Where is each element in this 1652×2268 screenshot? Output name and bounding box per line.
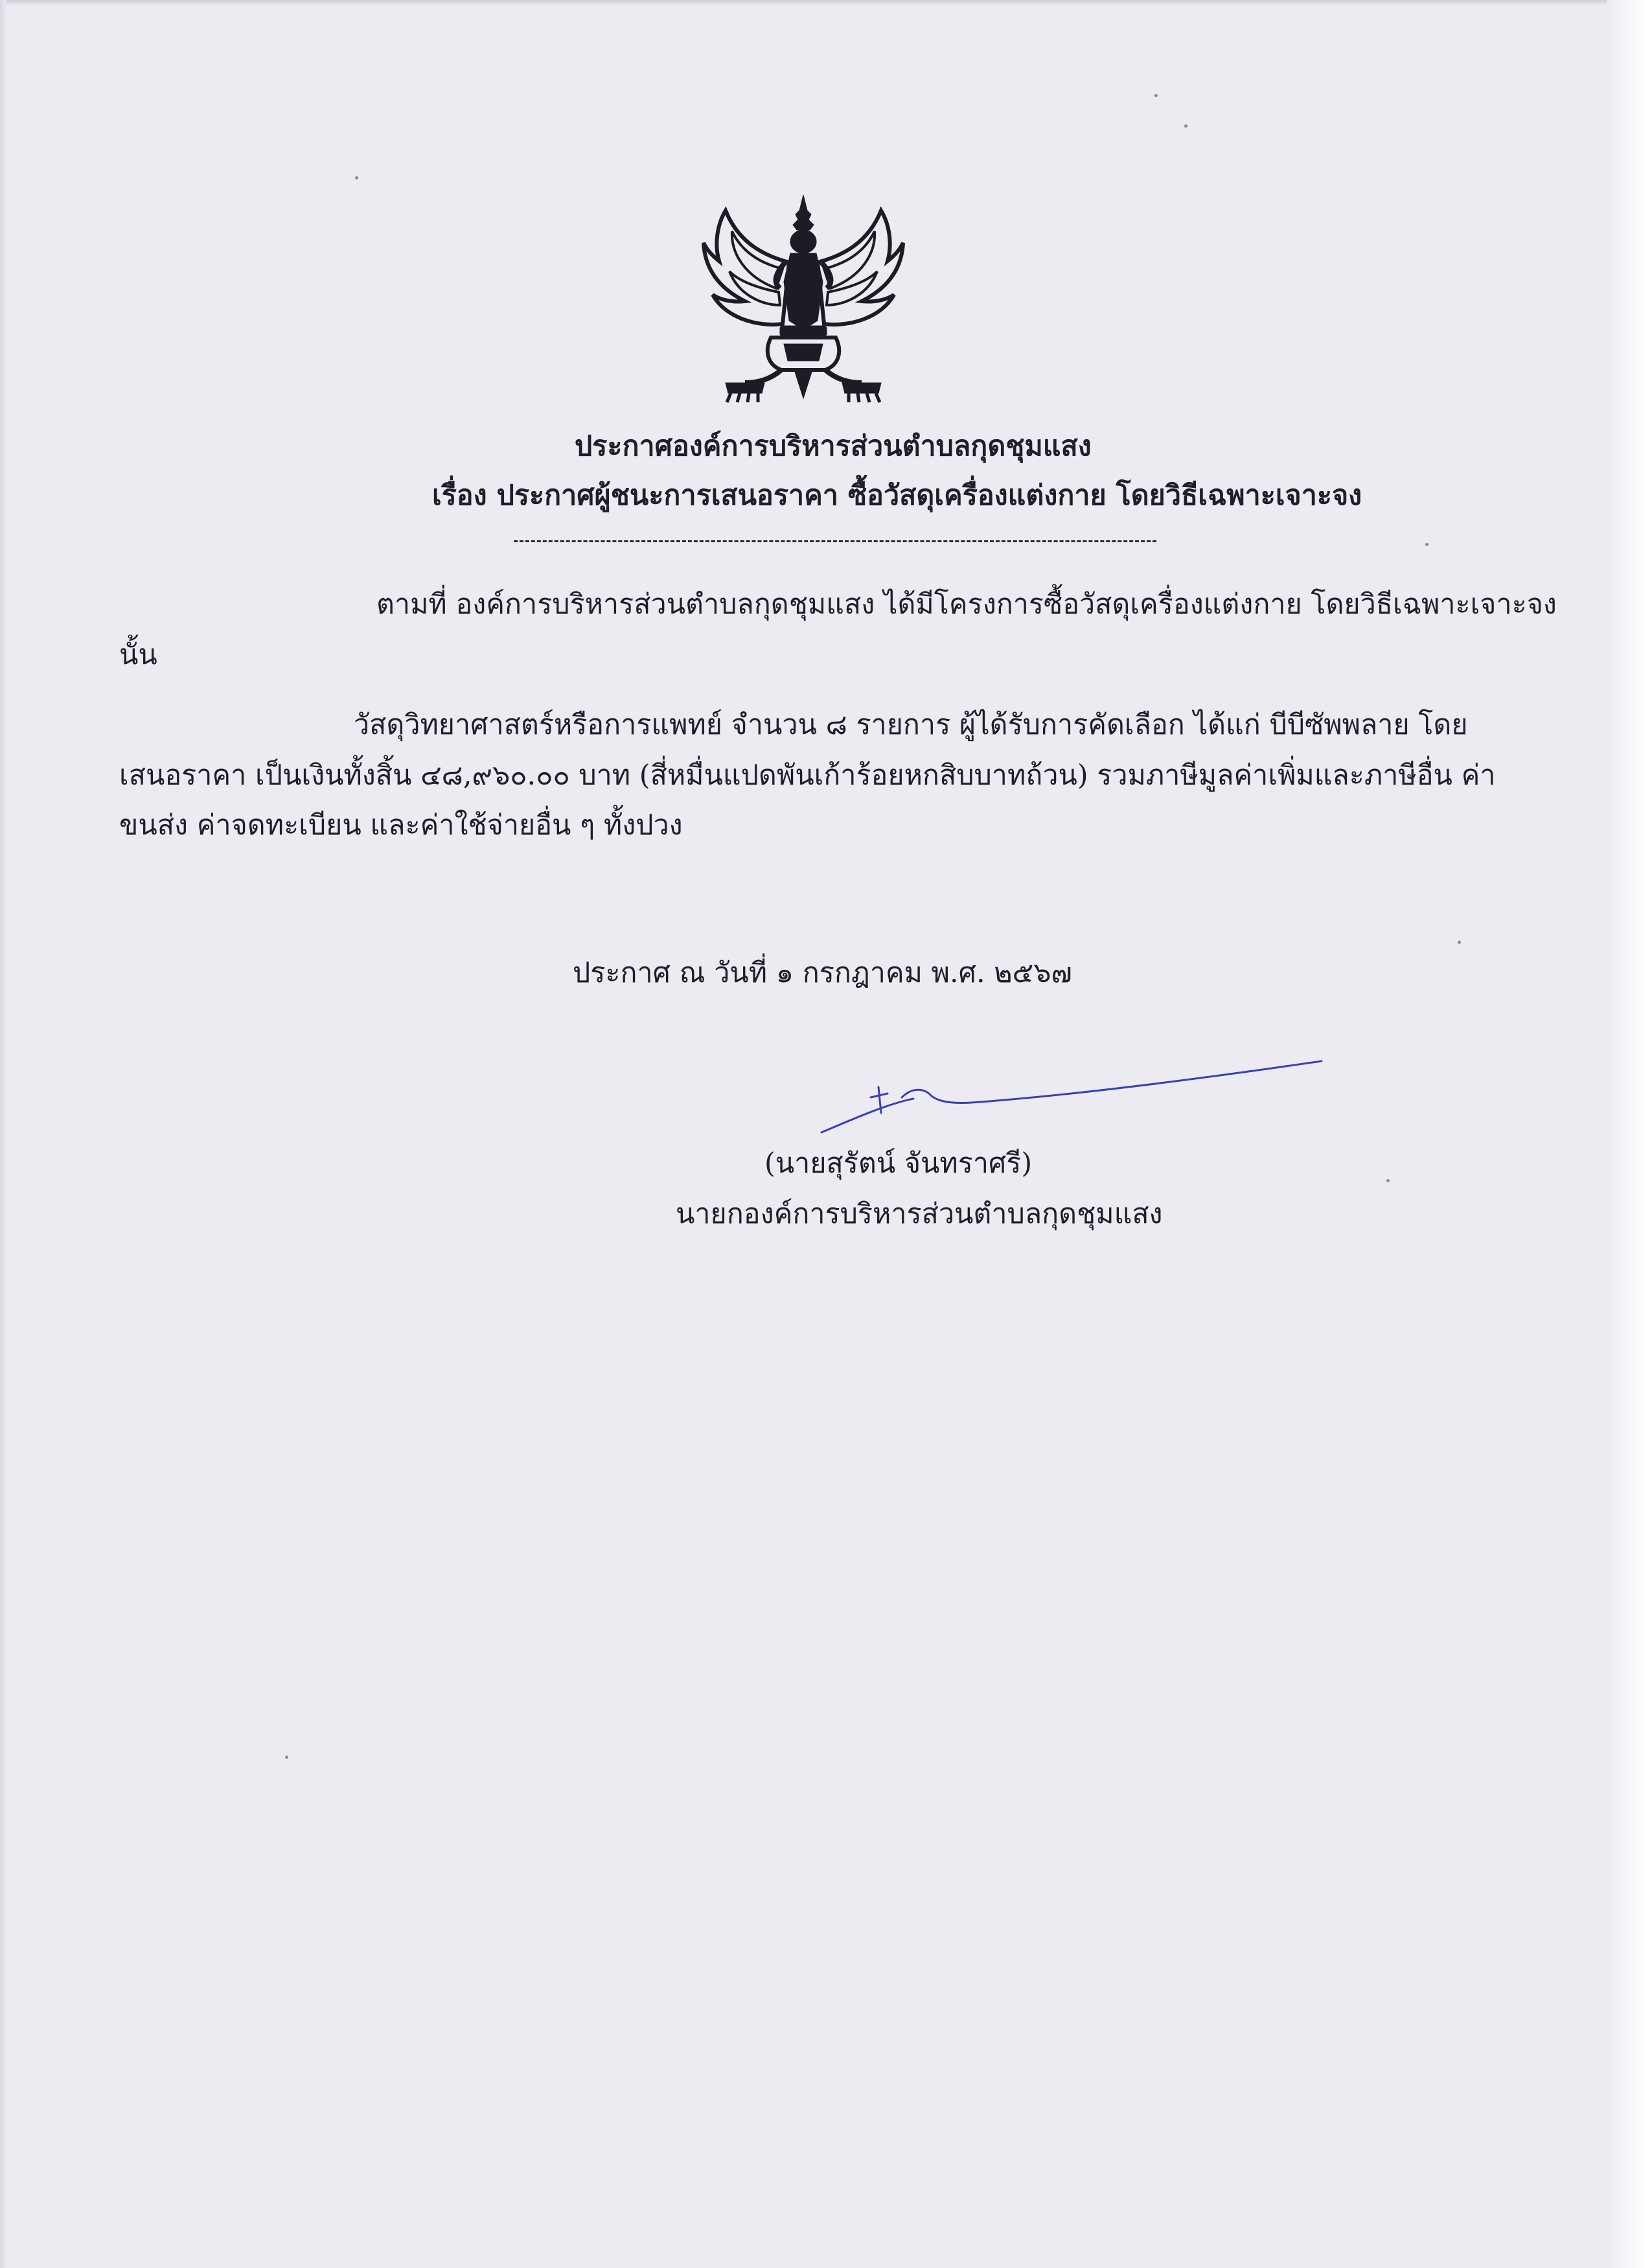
- handwritten-signature: [816, 1049, 1328, 1140]
- paragraph-2-line-3: ขนส่ง ค่าจดทะเบียน และค่าใช้จ่ายอื่น ๆ ทั้งปวง: [119, 809, 683, 842]
- scan-speck: [1386, 1179, 1390, 1182]
- signatory-name: (นายสุรัตน์ จันทราศรี): [764, 1147, 1033, 1180]
- garuda-emblem-icon: [700, 191, 907, 405]
- paragraph-1-line-1: ตามที่ องค์การบริหารส่วนตำบลกุดชุมแสง ได้มีโครงการซื้อวัสดุเครื่องแต่งกาย โดยวิธีเฉพาะเจาะจง: [376, 588, 1557, 621]
- scan-edge-top: [0, 0, 1652, 5]
- scan-edge-left: [0, 0, 6, 2268]
- page-title: ประกาศองค์การบริหารส่วนตำบลกุดชุมแสง: [575, 430, 1092, 463]
- header-separator: [514, 540, 1156, 542]
- announcement-date: ประกาศ ณ วันที่ ๑ กรกฎาคม พ.ศ. ๒๕๖๗: [573, 957, 1072, 989]
- paragraph-2-line-2: เสนอราคา เป็นเงินทั้งสิ้น ๔๘,๙๖๐.๐๐ บาท (สี่หมื่นแปดพันเก้าร้อยหกสิบบาทถ้วน) รวมภาษีมูลค่าเพิ่มและภาษีอื่น ค่า: [119, 759, 1496, 792]
- scan-speck: [1184, 124, 1187, 128]
- scan-speck: [355, 176, 358, 179]
- scan-speck: [1458, 941, 1461, 944]
- scan-edge-right: [1607, 0, 1652, 2268]
- scan-speck: [1425, 543, 1428, 546]
- paragraph-2-line-1: วัสดุวิทยาศาสตร์หรือการแพทย์ จำนวน ๘ รายการ ผู้ได้รับการคัดเลือก ได้แก่ บีบีซัพพลาย โดย: [354, 709, 1468, 741]
- subject-line: เรื่อง ประกาศผู้ชนะการเสนอราคา ซื้อวัสดุเครื่องแต่งกาย โดยวิธีเฉพาะเจาะจง: [432, 479, 1362, 512]
- paragraph-1-line-2: นั้น: [119, 639, 157, 671]
- scan-speck: [285, 1756, 288, 1759]
- signatory-position: นายกองค์การบริหารส่วนตำบลกุดชุมแสง: [676, 1198, 1163, 1230]
- scan-speck: [1154, 94, 1158, 97]
